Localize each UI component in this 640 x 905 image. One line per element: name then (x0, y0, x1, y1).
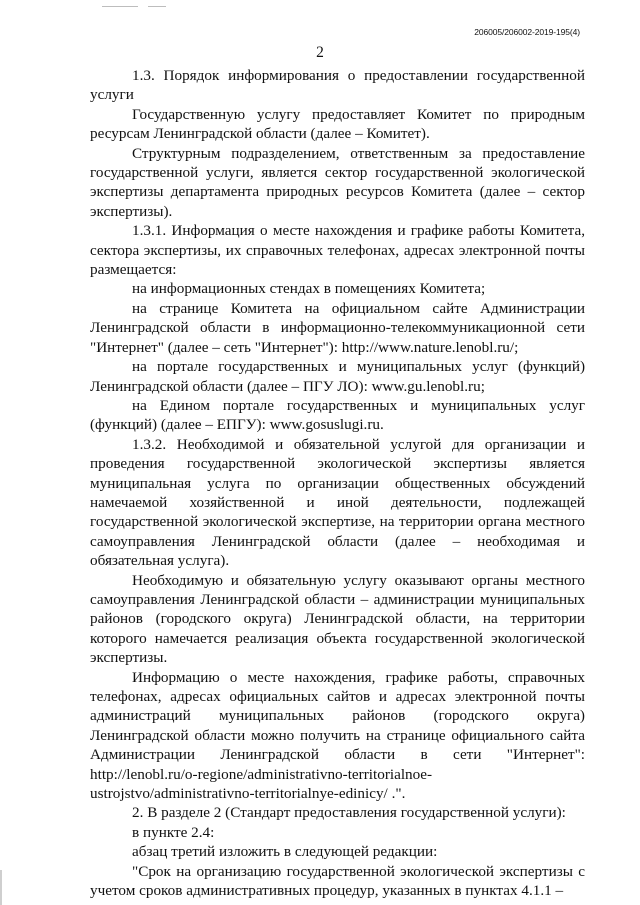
scan-edge (0, 870, 2, 905)
paragraph: в пункте 2.4: (132, 823, 215, 841)
page-number: 2 (316, 44, 324, 61)
paragraph: 2. В разделе 2 (Стандарт предоставления государственной услуги): (132, 804, 566, 822)
paragraph: Структурным подразделением, ответственным за предоставление государственной услуги, является сектор государственной экологической экспертизы департамента природных ресурсов Комитета (далее – сектор экспертизы). (90, 144, 585, 220)
paragraph: Необходимую и обязательную услугу оказывают органы местного самоуправления Ленинградской области – администрации муниципальных районов (городского округа) Ленинградской области, на территории которого намечается реализация объекта государственной экологической экспертизы. (90, 571, 585, 667)
paragraph: абзац третий изложить в следующей редакции: (132, 843, 438, 861)
paragraph: "Срок на организацию государственной экологической экспертизы с учетом сроков административных процедур, указанных в пунктах 4.1.1 – (90, 862, 585, 900)
paragraph: 1.3. Порядок информирования о предоставлении государственной услуги (90, 67, 585, 104)
paragraph: 1.3.2. Необходимой и обязательной услугой для организации и проведения государственной экологической экспертизы является муниципальная услуга по организации общественных обсуждений намечаемой хозяйственной и иной деятельности, подлежащей государственной экологической экспертизе, на территории органа местного самоуправления Ленинградской области (далее – необходимая и обязательная услуга). (90, 435, 585, 570)
paragraph: на странице Комитета на официальном сайте Администрации Ленинградской области в информационно-телекоммуникационной сети "Интернет" (далее – сеть "Интернет"): http://www.nature.lenobl.ru/; (90, 299, 585, 356)
scan-mark-right (148, 6, 166, 7)
paragraph: Государственную услугу предоставляет Комитет по природным ресурсам Ленинградской области (далее – Комитет). (90, 105, 585, 143)
paragraph: на информационных стендах в помещениях Комитета; (132, 280, 486, 298)
document-number: 206005/206002-2019-195(4) (474, 27, 580, 37)
paragraph: Информацию о месте нахождения, графике работы, справочных телефонах, адресах официальных сайтов и адресах электронной почты администраций муниципальных районов (городского округа) Ленинградской области можно получить на странице официального сайта Администрации Ленинградской области в сети "Интернет": http://lenobl.ru/o-regione/administrativno-territorialnoe-ustrojstvo/administrativno-territorialnye-edinicy/ .". (90, 668, 585, 803)
document-body (90, 66, 585, 900)
paragraph: на Едином портале государственных и муниципальных услуг (функций) (далее – ЕПГУ): www.gosuslugi.ru. (90, 396, 585, 434)
paragraph: на портале государственных и муниципальных услуг (функций) Ленинградской области (далее – ПГУ ЛО): www.gu.lenobl.ru; (90, 358, 585, 395)
paragraph: 1.3.1. Информация о месте нахождения и графике работы Комитета, сектора экспертизы, их справочных телефонах, адресах электронной почты размещается: (90, 222, 585, 279)
scan-mark-left (102, 6, 138, 7)
